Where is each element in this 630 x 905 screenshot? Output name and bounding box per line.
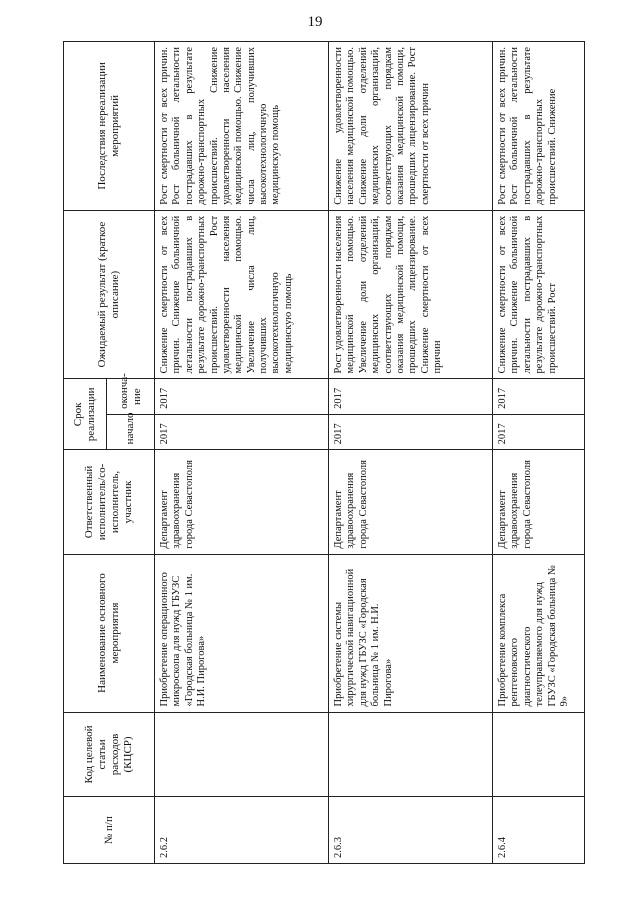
table-row <box>155 42 329 864</box>
page-number: 19 <box>307 14 323 30</box>
header-code: Код целевой статьи расходов (КЦСР) <box>64 712 155 797</box>
header-start: начало <box>107 414 155 449</box>
row-consequences: Снижение удовлетворенности населения медицинской помощью. Снижение доли отделений медицинских организаций, соответствующих порядкам оказания медицинской помощи, прошедших лицензирование. Рост смертности от всех причин <box>329 42 493 211</box>
row-name: Приобретение системы хирургической навигационной для нужд ГБУЗС «Городская больница № 1 им. Н.И. Пирогова» <box>329 554 493 712</box>
row-end: 2017 <box>493 379 585 414</box>
table-row <box>493 42 585 864</box>
row-num: 2.6.4 <box>493 797 585 864</box>
row-result: Снижение смертности от всех причин. Снижение больничной летальности пострадавших в результате дорожно-транспортных происшествий. Рост <box>493 210 585 379</box>
row-code <box>493 712 585 797</box>
row-num: 2.6.2 <box>155 797 329 864</box>
row-name: Приобретение комплекса рентгеновского диагностического телеуправляемого для нужд ГБУЗС «Городская больница № 9» <box>493 554 585 712</box>
header-name: Наименование основного мероприятия <box>64 554 155 712</box>
row-result: Рост удовлетворенности населения медицинской помощью. Увеличение доли отделений медицинских организаций, соответствующих порядкам оказания медицинской помощи, прошедших лицензирование. Снижение смертности от всех причин <box>329 210 493 379</box>
row-num: 2.6.3 <box>329 797 493 864</box>
row-start: 2017 <box>329 414 493 449</box>
header-executor: Ответственный исполнитель/со-исполнитель, участник <box>64 450 155 554</box>
row-result: Снижение смертности от всех причин. Снижение больничной летальности пострадавших в результате дорожно-транспортных происшествий. Рост удовлетворенности населения медицинской помощью. Увеличение числа лиц, получивших высокотехнологичную медицинскую помощь <box>155 210 329 379</box>
measures-table <box>63 41 585 864</box>
row-executor: Департамент здравоохранения города Севастополя <box>493 450 585 554</box>
row-code <box>155 712 329 797</box>
rotated-table-container <box>63 41 584 864</box>
row-executor: Департамент здравоохранения города Севастополя <box>155 450 329 554</box>
row-consequences: Рост смертности от всех причин. Рост больничной летальности пострадавших в результате дорожно-транспортных происшествий. Снижение удовлетворенности населения медицинской помощью. Снижение числа лиц, получивших высокотехнологичную медицинскую помощь <box>155 42 329 211</box>
table-row <box>329 42 493 864</box>
table-header-row <box>64 42 107 864</box>
header-term: Срок реализации <box>64 379 107 450</box>
header-consequences: Последствия нереализации мероприятий <box>64 42 155 211</box>
row-name: Приобретение операционного микроскопа для нужд ГБУЗС «Городская больница № 1 им. Н.И. Пирогова» <box>155 554 329 712</box>
row-code <box>329 712 493 797</box>
row-executor: Департамент здравоохранения города Севастополя <box>329 450 493 554</box>
header-result: Ожидаемый результат (краткое описание) <box>64 210 155 379</box>
row-end: 2017 <box>155 379 329 414</box>
header-end: оконча-ние <box>107 379 155 414</box>
row-consequences: Рост смертности от всех причин. Рост больничной летальности пострадавших в результате дорожно-транспортных происшествий. Снижение <box>493 42 585 211</box>
header-num: № п/п <box>64 797 155 864</box>
row-start: 2017 <box>155 414 329 449</box>
row-end: 2017 <box>329 379 493 414</box>
row-start: 2017 <box>493 414 585 449</box>
